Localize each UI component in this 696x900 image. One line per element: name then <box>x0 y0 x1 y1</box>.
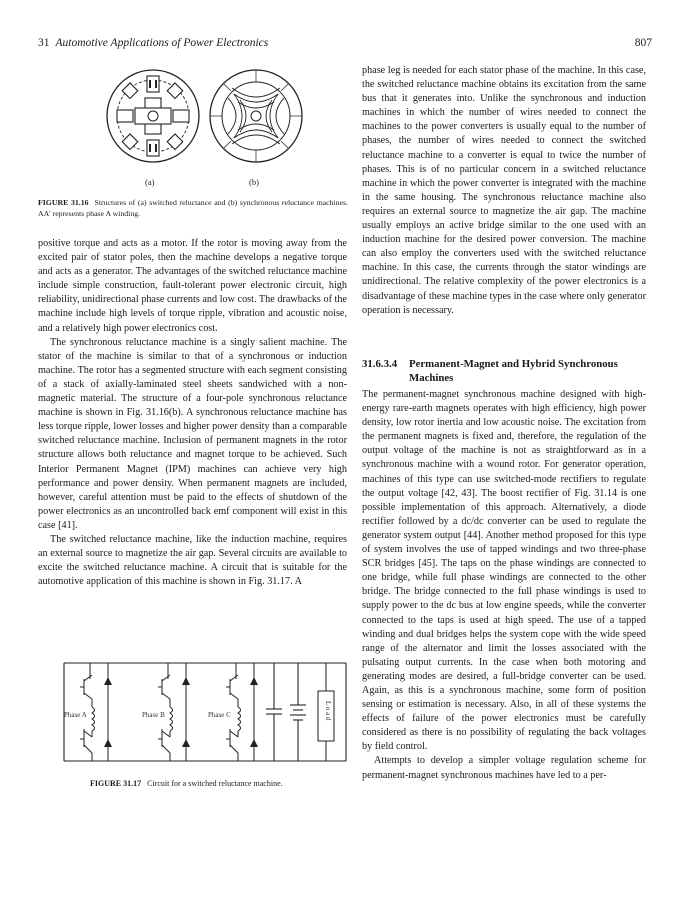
chapter-title: Automotive Applications of Power Electronics <box>55 37 269 49</box>
figure-31-16-synchronous-reluctance <box>208 64 304 172</box>
diode-c-upper <box>250 677 258 685</box>
figure-31-16-label-b: (b) <box>249 177 259 187</box>
diode-c-lower <box>250 739 258 747</box>
battery <box>290 663 306 761</box>
figure-31-16-caption-text: Structures of (a) switched reluctance and (b) synchronous reluctance machines. AA' represents phase A winding. <box>38 198 348 218</box>
right-column-bottom <box>362 388 646 783</box>
chapter-number: 31 <box>38 37 50 49</box>
left-column <box>38 237 347 589</box>
right-paragraph-1: phase leg is needed for each stator phase of the machine. In this case, the switched reluctance machine obtains its excitation from the same bus that it generates into. Unlike the synchronous and induction machines in which the number of wires needed to connect the machines to the power converters is usually equal to the number of phases, the number of wires needed to connect the switched reluctance machine to a converter is equal to twice the number of phases. This is of no particular concern in a switched reluctance machine in which the power converter is integrated with the machine in the same housing. The synchronous reluctance machine also requires an external source to magnetize the air gap. The machine usually employs an active bridge similar to the one used with an induction machine for the desired power conversion. The machine can also employ the converters used with the switched reluctance machine. In this case, the currents through the stator windings are unidirectional. The relative complexity of the power electronics is a disadvantage of these machine types in the case where only generator operation is necessary. <box>362 65 646 316</box>
diode-a-upper <box>104 677 112 685</box>
left-paragraph-3: The switched reluctance machine, like the induction machine, requires an external source to magnetize the air gap. Several circuits are available to excite the switched reluctance machine. A circuit that is suitable for the automotive application of this machine is shown in Fig. 31.17. A <box>38 533 347 588</box>
right-paragraph-3: Attempts to develop a simpler voltage regulation scheme for permanent-magnet synchronous machines have led to a per- <box>362 755 646 781</box>
running-header <box>38 37 268 49</box>
page-number: 807 <box>634 37 652 49</box>
phase-b-label: Phase B <box>142 711 165 719</box>
figure-31-16-switched-reluctance <box>105 64 201 172</box>
left-paragraph-2: The synchronous reluctance machine is a singly salient machine. The stator of the machine is similar to that of a synchronous or induction machine. The rotor has a segmented structure with each segment consisting of a stack of axially-laminated steel sheets sandwiched with a non-magnetic material. The structure of a four-pole synchronous reluctance machine is shown in Fig. 31.16(b). A synchronous reluctance machine has less torque ripple, lower losses and higher power density than a comparable switched reluctance machine. Inclusion of permanent magnets in the rotor structure allows both reluctance and magnet torque to be achieved. Such Interior Permanent Magnet (IPM) machines can achieve very high performance and power density. When permanent magnets are included, however, careful attention must be paid to the effects of shutdown of the power electronics as an uncontrolled back emf component will exist in this case [41]. <box>38 336 347 531</box>
figure-31-16-caption <box>38 197 348 219</box>
load-label: L o a d <box>324 701 332 721</box>
section-title-line-2: Machines <box>409 372 454 384</box>
section-title-line-1: Permanent-Magnet and Hybrid Synchronous <box>409 358 618 370</box>
section-number: 31.6.3.4 <box>362 358 398 370</box>
figure-31-17-caption-text: Circuit for a switched reluctance machine. <box>147 779 283 788</box>
dc-capacitor <box>266 663 282 761</box>
section-heading <box>362 357 646 385</box>
figure-31-16-label-a: (a) <box>145 177 155 187</box>
diode-b-lower <box>182 739 190 747</box>
figure-31-16-caption-label: FIGURE 31.16 <box>38 198 89 207</box>
figure-31-17-circuit <box>62 657 348 767</box>
phase-a-label: Phase A <box>64 711 87 719</box>
left-paragraph-1: positive torque and acts as a motor. If the rotor is moving away from the excited pair of stator poles, then the machine develops a negative torque and acts as a generator. The advantages of the switched reluctance machine include simple construction, fault-tolerant power electronic circuit, high reliability, unidirectional phase currents and low cost. The drawbacks of the machine include high levels of torque ripple, vibration and acoustic noise, and a relatively high power electronics cost. <box>38 238 347 334</box>
diode-a-lower <box>104 739 112 747</box>
figure-31-17-caption-label: FIGURE 31.17 <box>90 779 142 788</box>
right-column-top <box>362 64 646 318</box>
diode-b-upper <box>182 677 190 685</box>
right-paragraph-2: The permanent-magnet synchronous machine designed with high-energy rare-earth magnets operates with high efficiency, high power density, low rotor inertia and low acoustic noise. The excitation from the permanent magnets is fixed and, therefore, the regulation of the output voltage of the machine is not as straightforward as in a synchronous machine with a wound rotor. For generator operation, machines of this type can use switched-mode rectifiers to regulate the output voltage [42, 43]. The boost rectifier of Fig. 31.14 is one possible implementation of this approach. Alternatively, a diode rectifier followed by a dc/dc converter can be used to regulate the generator system output [44]. Another method proposed for this type of system involves the use of tapped windings and two three-phase SCR bridges [45]. The taps on the phase windings are connected to one bridge, while full phase windings are connected to the other bridge. The bridge connected to the full phase windings is used to supply power to the dc bus at low engine speeds, while the converter connected to the taps is used at high speed. The use of a tapped winding and dual bridges helps the system cope with the wide speed range of the alternator and limit the losses associated with the pulsating output currents. In the case when both motoring and generating modes are desired, a full-bridge converter can be used. Again, as this is a synchronous machine, some form of position sensing or estimation is necessary. Also, in all of these systems the effects of failure of the power electronics must be carefully considered as there is no possibility of regulating the back voltages by field control. <box>362 389 646 753</box>
phase-c-label: Phase C <box>208 711 231 719</box>
figure-31-17-caption <box>90 778 350 789</box>
